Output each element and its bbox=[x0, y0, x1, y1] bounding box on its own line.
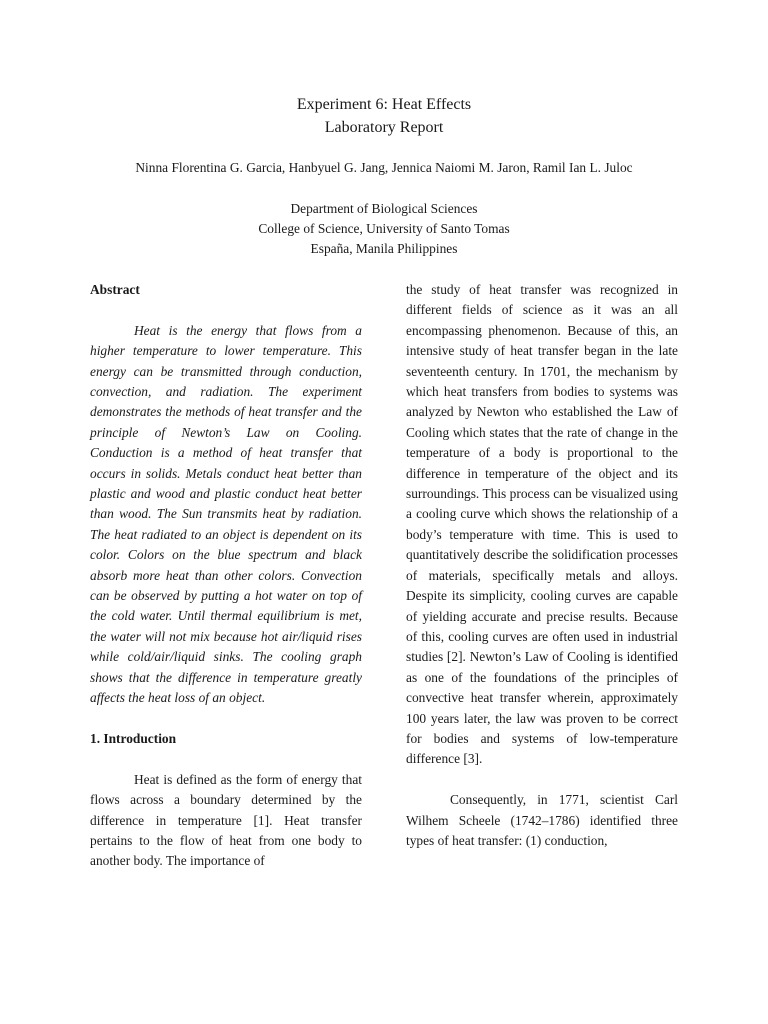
affiliation bbox=[0, 199, 768, 259]
author-list: Ninna Florentina G. Garcia, Hanbyuel G. Jang, Jennica Naiomi M. Jaron, Ramil Ian L. Juloc bbox=[135, 160, 633, 175]
abstract-text: Heat is the energy that flows from a higher temperature to lower temperature. This energy can be transmitted through conduction, convection, and radiation. The experiment demonstrates the methods of heat transfer and the principle of Newton’s Law on Cooling. Conduction is a method of heat transfer that occurs in solids. Metals conduct heat better than plastic and wood and plastic conduct heat better than wood. The Sun transmits heat by radiation. The heat radiated to an object is dependent on its color. Colors on the blue spectrum and black absorb more heat than other colors. Convection can be observed by putting a hot water on top of the cold water. Until thermal equilibrium is met, the water will not mix because hot air/liquid rises while cold/air/liquid sinks. The cooling graph shows that the difference in temperature greatly affects the heat loss of an object. bbox=[90, 322, 362, 706]
introduction-heading: 1. Introduction bbox=[90, 730, 177, 746]
title-line-2: Laboratory Report bbox=[324, 119, 444, 136]
affiliation-department: Department of Biological Sciences bbox=[290, 201, 478, 216]
affiliation-college: College of Science, University of Santo Tomas bbox=[258, 221, 510, 236]
abstract-heading: Abstract bbox=[90, 282, 140, 297]
title-line-1: Experiment 6: Heat Effects bbox=[296, 96, 472, 113]
left-column bbox=[90, 280, 362, 872]
introduction-paragraph-1-continued: the study of heat transfer was recognized in different fields of science as it was an all encompassing phenomenon. Because of this, an intensive study of heat transfer began in the late seventeenth century. In 1701, the mechanism by which heat transfers from bodies to systems was analyzed by Newton who established the Law of Cooling which states that the rate of change in the temperature of a body is proportional to the difference in temperature of the object and its surroundings. This process can be visualized using a cooling curve which shows the relationship of a body’s temperature with time. This is used to quantitatively describe the solidification processes of materials, specifically metals and alloys. Despite its simplicity, cooling curves are capable of yielding accurate and precise results. Because of this, cooling curves are often used in industrial studies [2]. Newton’s Law of Cooling is identified as one of the foundations of the principles of convective heat transfer wherein, approximately 100 years later, the law was proven to be correct for bodies and systems of low-temperature difference [3]. bbox=[406, 282, 678, 767]
introduction-paragraph-1: Heat is defined as the form of energy that flows across a boundary determined by the difference in temperature [1]. Heat transfer pertains to the flow of heat from one body to another body. The importance of bbox=[90, 771, 362, 869]
paper-title bbox=[0, 93, 768, 139]
introduction-paragraph-2: Consequently, in 1771, scientist Carl Wilhem Scheele (1742–1786) identified three types of heat transfer: (1) conduction, bbox=[406, 792, 678, 848]
right-column bbox=[406, 280, 678, 851]
affiliation-location: España, Manila Philippines bbox=[310, 241, 458, 256]
